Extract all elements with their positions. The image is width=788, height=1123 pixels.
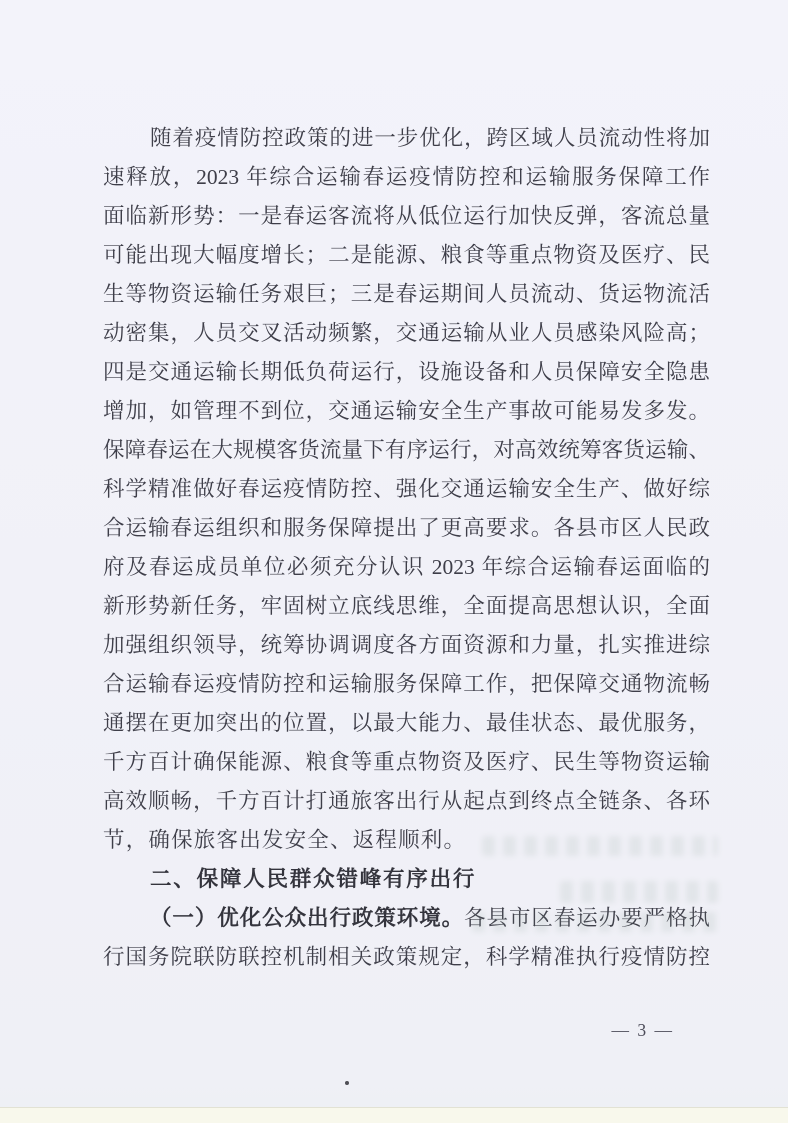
text-line: 加强组织领导，统筹协调调度各方面资源和力量，扎实推进综 (103, 633, 710, 657)
text-line: 合运输春运组织和服务保障提出了更高要求。各县市区人民政 (103, 516, 710, 540)
text-line: 增加，如管理不到位，交通运输安全生产事故可能易发多发。 (103, 399, 710, 423)
text-line: 速释放，2023 年综合运输春运疫情防控和运输服务保障工作 (103, 165, 710, 189)
text-line: 随着疫情防控政策的进一步优化，跨区域人员流动性将加 (150, 126, 710, 150)
text-line: 通摆在更加突出的位置，以最大能力、最佳状态、最优服务， (103, 711, 710, 735)
text-line: 四是交通运输长期低负荷运行，设施设备和人员保障安全隐患 (103, 360, 710, 384)
text-line: 合运输春运疫情防控和运输服务保障工作，把保障交通物流畅 (103, 672, 710, 696)
text-line: 新形势新任务，牢固树立底线思维，全面提高思想认识，全面 (103, 594, 710, 618)
text-line: 可能出现大幅度增长；二是能源、粮食等重点物资及医疗、民 (103, 243, 710, 267)
page-number: — 3 — (611, 1020, 674, 1040)
ink-bleed-through-artifact (472, 912, 718, 932)
text-line: 千方百计确保能源、粮食等重点物资及医疗、民生等物资运输 (103, 750, 710, 774)
text-line: 高效顺畅，千方百计打通旅客出行从起点到终点全链条、各环 (103, 789, 710, 813)
subsection-title: （一）优化公众出行政策环境。 (150, 906, 465, 930)
ink-bleed-through-artifact (482, 836, 718, 856)
subsection-text: 各县市区春运办要严格执 (464, 906, 710, 930)
text-line: 动密集，人员交叉活动频繁，交通运输从业人员感染风险高； (103, 321, 710, 345)
text-line: 生等物资运输任务艰巨；三是春运期间人员流动、货运物流活 (103, 282, 710, 306)
scan-speck-artifact (345, 1081, 349, 1085)
scanner-bed-edge (0, 1107, 788, 1123)
ink-bleed-through-artifact (560, 881, 718, 903)
text-line: 行国务院联防联控机制相关政策规定，科学精准执行疫情防控 (103, 945, 710, 969)
text-line: 保障春运在大规模客货流量下有序运行，对高效统筹客货运输、 (103, 438, 710, 462)
section-heading: 二、保障人民群众错峰有序出行 (150, 867, 477, 891)
text-line: 府及春运成员单位必须充分认识 2023 年综合运输春运面临的 (103, 555, 710, 579)
text-line: 节，确保旅客出发安全、返程顺利。 (103, 828, 467, 852)
text-line: 面临新形势：一是春运客流将从低位运行加快反弹，客流总量 (103, 204, 710, 228)
text-line: 科学精准做好春运疫情防控、强化交通运输安全生产、做好综 (103, 477, 710, 501)
